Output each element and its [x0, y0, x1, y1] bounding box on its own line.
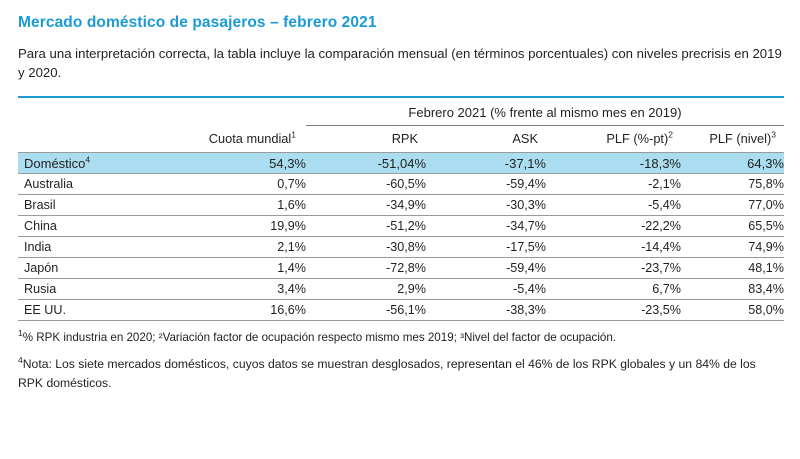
page-title: Mercado doméstico de pasajeros – febrero 2021 — [18, 14, 377, 31]
cell-share: 3,4% — [188, 279, 306, 300]
table-row — [18, 195, 784, 216]
cell-rpk: -51,2% — [306, 216, 426, 237]
cell-share: 2,1% — [188, 237, 306, 258]
table-row — [18, 153, 784, 174]
domestic-market-table — [18, 96, 784, 321]
header-rpk: RPK — [391, 131, 418, 147]
cell-plf-pt: -23,7% — [546, 258, 681, 279]
cell-plf-pt: -14,4% — [546, 237, 681, 258]
cell-ask: -59,4% — [426, 258, 546, 279]
cell-share: 54,3% — [188, 153, 306, 174]
cell-share: 19,9% — [188, 216, 306, 237]
footnote-note: $^4$Nota: Los siete mercados domésticos, cuyos datos se muestran desglosados, representan el 46% de los RPK globales y un 84% de los RPK domésticos. — [18, 354, 756, 390]
cell-plf-level: 65,5% — [681, 216, 784, 237]
cell-ask: -37,1% — [426, 153, 546, 174]
cell-plf-pt: -23,5% — [546, 300, 681, 321]
cell-market: Japón — [18, 258, 188, 279]
cell-market: Brasil — [18, 195, 188, 216]
group-header-feb2021: Febrero 2021 (% frente al mismo mes en 2019) — [306, 98, 784, 126]
cell-plf-level: 48,1% — [681, 258, 784, 279]
table-row — [18, 300, 784, 321]
cell-share: 16,6% — [188, 300, 306, 321]
cell-rpk: -60,5% — [306, 174, 426, 195]
cell-rpk: -72,8% — [306, 258, 426, 279]
cell-rpk: 2,9% — [306, 279, 426, 300]
table-group-header-row — [18, 98, 784, 126]
cell-plf-pt: -5,4% — [546, 195, 681, 216]
cell-plf-level: 77,0% — [681, 195, 784, 216]
cell-ask: -34,7% — [426, 216, 546, 237]
cell-market: Doméstico$^4$ — [18, 153, 188, 174]
cell-ask: -5,4% — [426, 279, 546, 300]
cell-share: 1,6% — [188, 195, 306, 216]
cell-rpk: -51,04% — [306, 153, 426, 174]
cell-rpk: -30,8% — [306, 237, 426, 258]
cell-plf-pt: -22,2% — [546, 216, 681, 237]
intro-paragraph: Para una interpretación correcta, la tabla incluye la comparación mensual (en términos porcentuales) con niveles precrisis en 2019 y 2020. — [18, 46, 782, 81]
footnotes — [18, 329, 784, 392]
cell-plf-level: 74,9% — [681, 237, 784, 258]
header-cuota-mundial: Cuota mundial$^1$ — [208, 129, 296, 147]
cell-plf-level: 58,0% — [681, 300, 784, 321]
table-row — [18, 216, 784, 237]
cell-ask: -59,4% — [426, 174, 546, 195]
header-plf-nivel: PLF (nivel)$^3$ — [709, 130, 776, 147]
header-market — [18, 126, 188, 153]
cell-rpk: -34,9% — [306, 195, 426, 216]
footnote-definitions: $^1$% RPK industria en 2020; ²Variación factor de ocupación respecto mismo mes 2019; ³Nivel del factor de ocupación. — [18, 328, 617, 345]
table-row — [18, 258, 784, 279]
cell-share: 0,7% — [188, 174, 306, 195]
cell-market: Rusia — [18, 279, 188, 300]
table-row — [18, 174, 784, 195]
table-row — [18, 279, 784, 300]
table-row — [18, 237, 784, 258]
cell-plf-pt: 6,7% — [546, 279, 681, 300]
cell-rpk: -56,1% — [306, 300, 426, 321]
table-column-header-row — [18, 126, 784, 153]
header-plf-pt: PLF $(\%-pt)^2$ — [606, 130, 673, 147]
cell-plf-pt: -2,1% — [546, 174, 681, 195]
cell-market: Australia — [18, 174, 188, 195]
cell-plf-pt: -18,3% — [546, 153, 681, 174]
cell-plf-level: 64,3% — [681, 153, 784, 174]
cell-plf-level: 83,4% — [681, 279, 784, 300]
header-ask: ASK — [512, 131, 538, 147]
cell-ask: -30,3% — [426, 195, 546, 216]
cell-market: China — [18, 216, 188, 237]
cell-ask: -17,5% — [426, 237, 546, 258]
cell-plf-level: 75,8% — [681, 174, 784, 195]
cell-share: 1,4% — [188, 258, 306, 279]
cell-market: India — [18, 237, 188, 258]
cell-market: EE UU. — [18, 300, 188, 321]
cell-ask: -38,3% — [426, 300, 546, 321]
